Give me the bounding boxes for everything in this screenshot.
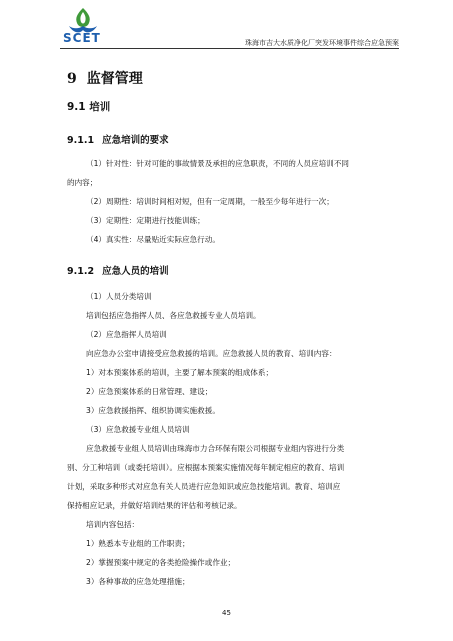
subsection-title: 应急培训的要求 xyxy=(102,135,169,146)
requirement-line: （3）定期性：定期进行技能训练； xyxy=(86,216,205,225)
requirement-line: （1）针对性：针对可能的事故情景及承担的应急职责，不同的人员应培训不同 xyxy=(86,159,350,168)
paragraph-line: 别、分工种培训（或委托培训）。应根据本预案实施情况每年制定相应的教育、培训 xyxy=(67,463,345,472)
page-number: 45 xyxy=(222,609,231,617)
section-heading xyxy=(67,68,143,88)
subsection-heading-9-1-2 xyxy=(67,263,169,277)
subsection-number: 9.1.1 xyxy=(67,135,95,146)
content-line: 1）熟悉本专业组的工作职责； xyxy=(86,539,190,548)
requirement-line: （4）真实性：尽量贴近实际应急行动。 xyxy=(86,235,220,244)
requirement-line: 的内容； xyxy=(67,178,98,187)
training-line: 培训包括应急指挥人员、各应急救援专业人员培训。 xyxy=(86,311,261,320)
section-number: 9 xyxy=(67,71,77,87)
paragraph-line: 应急救援专业组人员培训由珠海市力合环保有限公司根据专业组内容进行分类 xyxy=(86,444,345,453)
training-line: 1）对本预案体系的培训，主要了解本预案的组成体系； xyxy=(86,368,274,377)
content-line: 培训内容包括： xyxy=(86,520,140,529)
training-line: （1）人员分类培训 xyxy=(86,292,152,301)
training-line: （2）应急指挥人员培训 xyxy=(86,330,167,339)
training-line: 向应急办公室申请接受应急救援的培训。应急救援人员的教育、培训内容： xyxy=(86,349,337,358)
content-line: 3）各种事故的应急处理措施； xyxy=(86,577,190,586)
header-title: 珠海市吉大水质净化厂突发环境事件综合应急预案 xyxy=(245,39,399,47)
requirement-line: （2）周期性：培训时间相对短，但有一定周期，一般至少每年进行一次； xyxy=(86,197,334,206)
subsection-number: 9.1.2 xyxy=(67,266,95,277)
section-title: 监督管理 xyxy=(86,71,143,87)
training-line: 3）应急救援指挥、组织协调实施救援。 xyxy=(86,406,220,415)
subsection-heading-9-1-1 xyxy=(67,132,169,146)
paragraph-line: 保持相应记录，并做好培训结果的评估和考核记录。 xyxy=(67,501,242,510)
subsection-heading-9-1: 9.1 培训 xyxy=(67,101,111,113)
training-line: 2）应急预案体系的日常管理、建设； xyxy=(86,387,213,396)
content-line: 2）掌握预案中规定的各类抢险操作或作业； xyxy=(86,558,236,567)
training-line: （3）应急救援专业组人员培训 xyxy=(86,425,190,434)
paragraph-line: 计划，采取多种形式对应急有关人员进行应急知识或应急技能培训。教育、培训应 xyxy=(67,482,341,491)
subsection-title: 应急人员的培训 xyxy=(102,266,169,277)
brand-name: SCET xyxy=(63,31,101,45)
header-divider xyxy=(60,48,399,49)
